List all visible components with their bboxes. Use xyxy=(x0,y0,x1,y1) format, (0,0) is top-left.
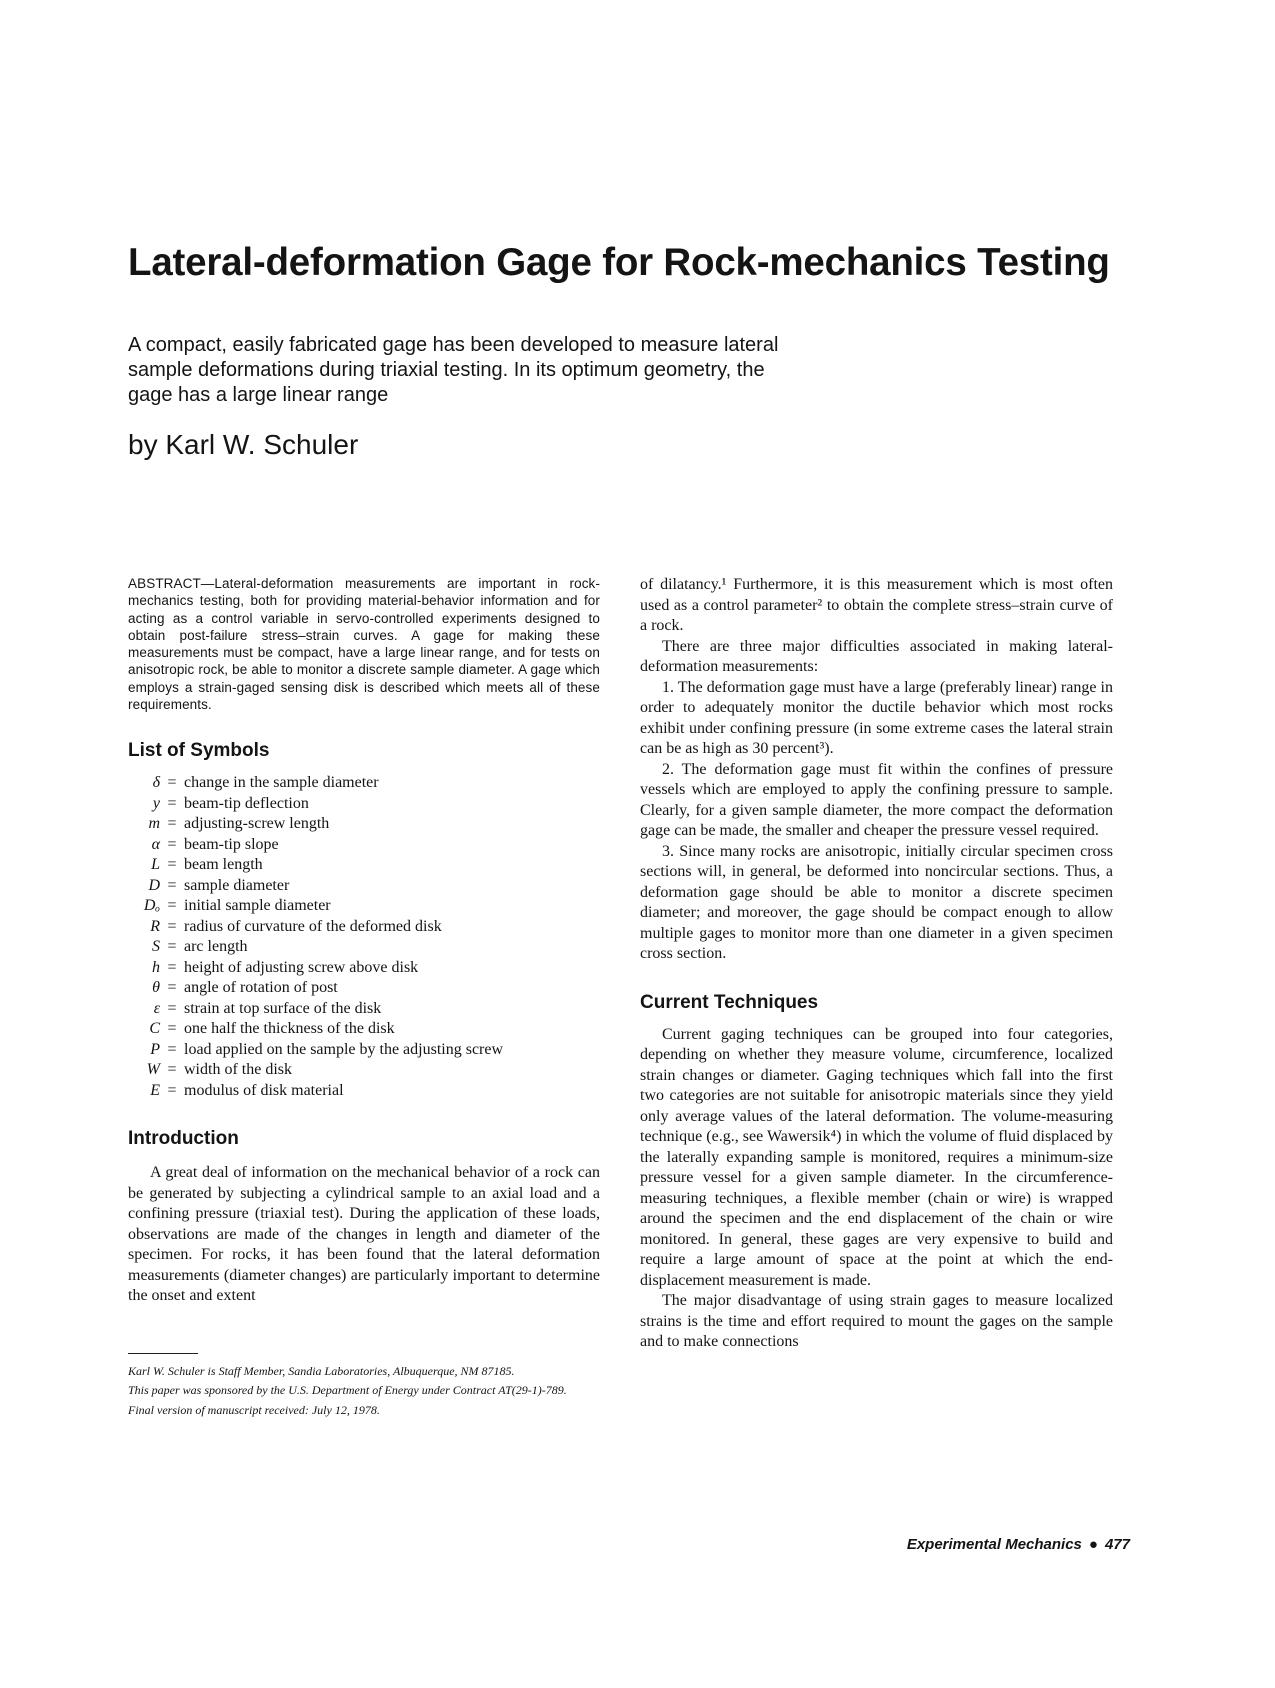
introduction-paragraph: A great deal of information on the mechanical behavior of a rock can be generated by subjecting a cylindrical sample to an axial load and a confining pressure (triaxial test). During the application of these loads, observations are made of the changes in length and diameter of the specimen. For rocks, it has been found that the lateral deformation measurements (diameter changes) are particularly important to determine the onset and extent xyxy=(128,1164,600,1305)
byline: by Karl W. Schuler xyxy=(128,429,359,460)
symbol-definition: arc length xyxy=(184,938,248,956)
article-title: Lateral-deformation Gage for Rock-mechanics Testing xyxy=(128,241,1110,284)
symbol-row: C = one half the thickness of the disk xyxy=(128,1019,600,1040)
symbol-definition: radius of curvature of the deformed disk xyxy=(184,917,442,935)
symbol-definition: beam-tip deflection xyxy=(184,794,309,812)
difficulty-item: 1. The deformation gage must have a large (preferably linear) range in order to adequately monitor the ductile behavior which most rocks exhibit under confining pressure (in some extreme cases the lateral strain can be as high as 30 percent³). xyxy=(640,678,1113,757)
symbol-row: R = radius of curvature of the deformed disk xyxy=(128,917,600,938)
symbol-definition: modulus of disk material xyxy=(184,1081,344,1099)
page-number: 477 xyxy=(1104,1536,1130,1553)
introduction-heading: Introduction xyxy=(128,1128,239,1150)
symbol-definition: beam length xyxy=(184,856,263,874)
abstract: ABSTRACT—Lateral-deformation measurements are important in rock-mechanics testing, both for providing material-behavior information and for acting as a control variable in servo-controlled experiments designed to obtain post-failure stress–strain curves. A gage for making these measurements must be compact, have a large linear range, and for tests on anisotropic rock, be able to monitor a discrete sample diameter. A gage which employs a strain-gaged sensing disk is described which meets all of these requirements. xyxy=(128,576,600,713)
right-column xyxy=(640,575,1113,1353)
symbol: ε xyxy=(153,999,160,1017)
symbol-definition: beam-tip slope xyxy=(184,835,279,853)
symbol: θ xyxy=(152,979,160,997)
difficulties-intro: There are three major difficulties associated in making lateral-deformation measurements: xyxy=(640,637,1113,675)
continuation-paragraph: of dilatancy.¹ Furthermore, it is this measurement which is most often used as a control parameter² to obtain the complete stress–strain curve of a rock. xyxy=(640,576,1113,634)
symbol: L xyxy=(151,856,160,874)
symbols-heading: List of Symbols xyxy=(128,740,270,762)
article-dek: A compact, easily fabricated gage has been developed to measure lateral sample deformations during triaxial testing. In its optimum geometry, the gage has a large linear range xyxy=(128,334,779,406)
symbol-definition: angle of rotation of post xyxy=(184,979,338,997)
symbol-definition: height of adjusting screw above disk xyxy=(184,958,419,976)
symbol: R xyxy=(150,917,160,935)
symbol-definition: one half the thickness of the disk xyxy=(184,1020,395,1038)
symbol-definition: load applied on the sample by the adjusting screw xyxy=(184,1040,504,1058)
symbol: C xyxy=(149,1020,160,1038)
symbol: E xyxy=(150,1081,160,1099)
symbol-row: L = beam length xyxy=(128,855,600,876)
symbol: D xyxy=(148,876,160,894)
symbol: S xyxy=(152,938,160,956)
symbol-row: S = arc length xyxy=(128,937,600,958)
symbol: W xyxy=(146,1061,160,1079)
symbol-row: m = adjusting-screw length xyxy=(128,814,600,835)
symbol-row: y = beam-tip deflection xyxy=(128,794,600,815)
current-techniques-heading: Current Techniques xyxy=(640,991,819,1013)
symbol-definition: sample diameter xyxy=(184,876,290,894)
current-techniques-paragraph: The major disadvantage of using strain gages to measure localized strains is the time and effort required to mount the gages on the sample and to make connections xyxy=(640,1292,1113,1350)
symbol-definition: adjusting-screw length xyxy=(184,815,330,833)
current-techniques-paragraph: Current gaging techniques can be grouped into four categories, depending on whether they measure volume, circumference, localized strain changes or diameter. Gaging techniques which fall into the first two categories are not suitable for anisotropic materials since they yield only average values of the lateral deformation. The volume-measuring technique (e.g., see Wawersik⁴) in which the volume of fluid displaced by the laterally expanding sample is monitored, requires a minimum-size pressure vessel for a given sample diameter. In the circumference-measuring techniques, a flexible member (chain or wire) is wrapped around the specimen and the end displacement of the chain or wire monitored. In general, these gages are very expensive to build and require a large amount of space at the point at which the end-displacement measurement is made. xyxy=(640,1025,1113,1289)
footnote-sponsor: This paper was sponsored by the U.S. Department of Energy under Contract AT(29-1)-789. xyxy=(128,1383,567,1398)
footnote-author: Karl W. Schuler is Staff Member, Sandia Laboratories, Albuquerque, NM 87185. xyxy=(128,1363,515,1378)
symbol: y xyxy=(152,794,160,812)
symbol: α xyxy=(151,835,160,853)
symbol: h xyxy=(152,958,160,976)
symbol: m xyxy=(148,815,160,833)
bullet-separator: ● xyxy=(1088,1536,1098,1553)
difficulty-item: 2. The deformation gage must fit within the confines of pressure vessels which are employed to apply the confining pressure to sample. Clearly, for a given sample diameter, the more compact the deformation gage can be made, the smaller and cheaper the pressure vessel required. xyxy=(640,760,1113,839)
footnote-received: Final version of manuscript received: July 12, 1978. xyxy=(128,1402,380,1417)
difficulty-item: 3. Since many rocks are anisotropic, initially circular specimen cross sections will, in general, be deformed into noncircular sections. Thus, a deformation gage should be able to monitor a discrete specimen diameter; and moreover, the gage should be compact enough to allow multiple gages to monitor more than one diameter in a given specimen cross section. xyxy=(640,842,1113,962)
symbol: P xyxy=(150,1040,160,1058)
symbols-list xyxy=(128,773,600,1101)
symbol-row: θ = angle of rotation of post xyxy=(128,978,600,999)
symbol-row: P = load applied on the sample by the adjusting screw xyxy=(128,1040,600,1061)
page-footer xyxy=(880,1536,1130,1553)
left-column xyxy=(128,575,600,1422)
symbol-row: ε = strain at top surface of the disk xyxy=(128,999,600,1020)
journal-name: Experimental Mechanics xyxy=(906,1536,1082,1553)
symbol-definition: strain at top surface of the disk xyxy=(184,999,382,1017)
symbol-definition: width of the disk xyxy=(184,1061,292,1079)
footnote-divider xyxy=(128,1353,198,1354)
symbol-row: h = height of adjusting screw above disk xyxy=(128,958,600,979)
symbol-row: α = beam-tip slope xyxy=(128,835,600,856)
symbol-definition: initial sample diameter xyxy=(184,897,331,915)
symbol: Dₒ xyxy=(143,897,160,915)
symbol-row: δ = change in the sample diameter xyxy=(128,773,600,794)
symbol-definition: change in the sample diameter xyxy=(184,774,379,792)
symbol-row: D = sample diameter xyxy=(128,876,600,897)
symbol: δ xyxy=(152,774,160,792)
symbol-row: E = modulus of disk material xyxy=(128,1081,600,1102)
symbol-row: W = width of the disk xyxy=(128,1060,600,1081)
symbol-row: Dₒ = initial sample diameter xyxy=(128,896,600,917)
